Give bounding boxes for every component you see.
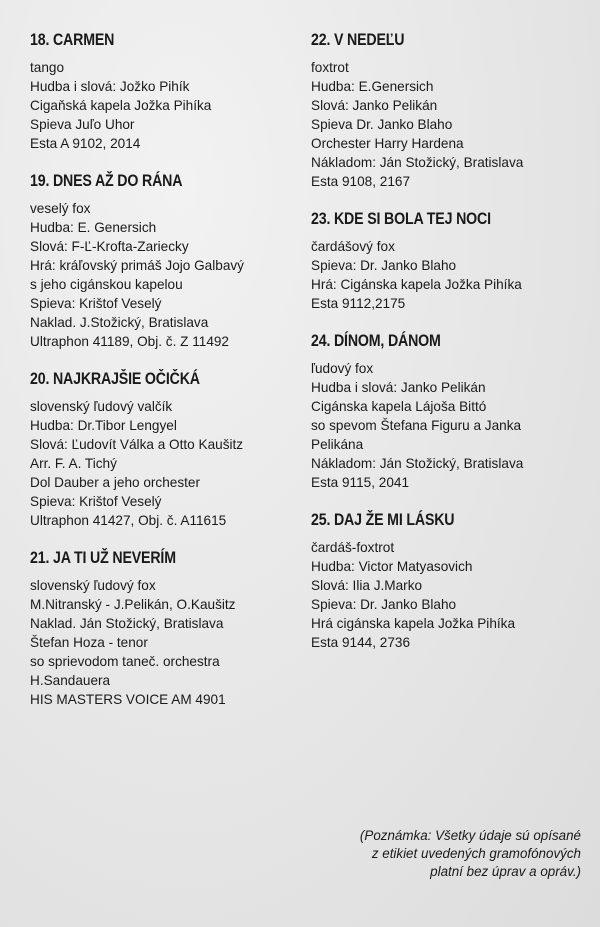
track-detail-line: Esta 9108, 2167 (311, 174, 411, 189)
track-detail-line: Nákladom: Ján Stožický, Bratislava (311, 155, 524, 170)
footnote-line: platní bez úprav a opráv.) (430, 864, 581, 879)
track-entry (311, 30, 586, 191)
track-title: 23. KDE SI BOLA TEJ NOCI (311, 210, 491, 228)
track-detail-line: Esta A 9102, 2014 (30, 136, 141, 151)
track-detail-line: Cigaňská kapela Jožka Pihíka (30, 98, 212, 113)
track-detail-line: Slová: Ilia J.Marko (311, 578, 423, 593)
track-title: 24. DÍNOM, DÁNOM (311, 332, 441, 350)
track-detail-line: foxtrot (311, 60, 349, 75)
track-detail-line: Spieva: Dr. Janko Blaho (311, 258, 457, 273)
footnote-line: (Poznámka: Všetky údaje sú opísané (359, 828, 581, 843)
track-detail-line: veselý fox (30, 201, 91, 216)
track-detail-line: so sprievodom taneč. orchestra (30, 654, 220, 669)
track-title: 18. CARMEN (30, 31, 115, 49)
track-detail-line: Hrá: kráľovský primáš Jojo Galbavý (30, 258, 244, 273)
track-entry (30, 171, 300, 351)
track-detail-line: H.Sandauera (30, 673, 111, 688)
track-detail-line: Orchester Harry Hardena (311, 136, 464, 151)
track-detail-line: slovenský ľudový fox (30, 578, 156, 593)
track-detail-line: Štefan Hoza - tenor (30, 635, 148, 650)
track-entry (30, 548, 300, 709)
track-detail-line: čardášový fox (311, 239, 395, 254)
track-detail-line: Esta 9115, 2041 (311, 475, 410, 490)
track-detail-line: Naklad. Ján Stožický, Bratislava (30, 616, 224, 631)
track-title: 25. DAJ ŽE MI LÁSKU (311, 511, 455, 529)
track-detail-line: Spieva Dr. Janko Blaho (311, 117, 453, 132)
track-entry (311, 209, 586, 313)
track-detail-line: Dol Dauber a jeho orchester (30, 475, 201, 490)
track-detail-line: Pelikána (311, 437, 364, 452)
track-detail-line: so spevom Štefana Figuru a Janka (311, 418, 522, 433)
track-detail-line: Slová: Janko Pelikán (311, 98, 438, 113)
track-entry (30, 369, 300, 530)
track-detail-line: čardáš-foxtrot (311, 540, 395, 555)
track-detail-line: Slová: F-Ľ-Krofta-Zariecky (30, 239, 189, 254)
track-detail-line: Hudba: Dr.Tibor Lengyel (30, 418, 177, 433)
track-title: 19. DNES AŽ DO RÁNA (30, 172, 183, 190)
track-title: 21. JA TI UŽ NEVERÍM (30, 549, 176, 567)
track-detail-line: Naklad. J.Stožický, Bratislava (30, 315, 209, 330)
track-detail-line: Spieva: Dr. Janko Blaho (311, 597, 457, 612)
track-detail-line: Spieva Juľo Uhor (30, 117, 135, 132)
track-entry (30, 30, 300, 153)
track-detail-line: Spieva: Krištof Veselý (30, 296, 162, 311)
footnote-line: z etikiet uvedených gramofónových (371, 846, 581, 861)
track-detail-line: Hudba i slová: Jožko Pihík (30, 79, 190, 94)
track-detail-line: Ultraphon 41427, Obj. č. A11615 (30, 513, 227, 528)
track-detail-line: Ultraphon 41189, Obj. č. Z 11492 (30, 334, 229, 349)
track-detail-line: Hudba: E. Genersich (30, 220, 157, 235)
track-detail-line: Arr. F. A. Tichý (30, 456, 117, 471)
track-detail-line: Hudba i slová: Janko Pelikán (311, 380, 486, 395)
track-title: 20. NAJKRAJŠIE OČIČKÁ (30, 370, 200, 388)
track-detail-line: Hudba: Victor Matyasovich (311, 559, 473, 574)
track-detail-line: Hrá cigánska kapela Jožka Pihíka (311, 616, 516, 631)
left-column (30, 30, 300, 727)
track-detail-line: tango (30, 60, 65, 75)
track-title: 22. V NEDEĽU (311, 31, 405, 49)
track-detail-line: s jeho cigánskou kapelou (30, 277, 183, 292)
track-detail-line: Cigánska kapela Lájoša Bittó (311, 399, 487, 414)
track-detail-line: Spieva: Krištof Veselý (30, 494, 162, 509)
track-detail-line: slovenský ľudový valčík (30, 399, 173, 414)
track-detail-line: Hrá: Cigánska kapela Jožka Pihíka (311, 277, 522, 292)
track-detail-line: HIS MASTERS VOICE AM 4901 (30, 692, 226, 707)
footnote (311, 827, 581, 881)
track-detail-line: Slová: Ľudovít Válka a Otto Kaušitz (30, 437, 244, 452)
track-detail-line: M.Nitranský - J.Pelikán, O.Kaušitz (30, 597, 236, 612)
track-entry (311, 510, 586, 652)
track-detail-line: Esta 9112,2175 (311, 296, 406, 311)
track-entry (311, 331, 586, 492)
track-detail-line: Esta 9144, 2736 (311, 635, 411, 650)
track-detail-line: Hudba: E.Genersich (311, 79, 434, 94)
track-detail-line: ľudový fox (311, 361, 374, 376)
track-detail-line: Nákladom: Ján Stožický, Bratislava (311, 456, 524, 471)
right-column (311, 30, 586, 670)
